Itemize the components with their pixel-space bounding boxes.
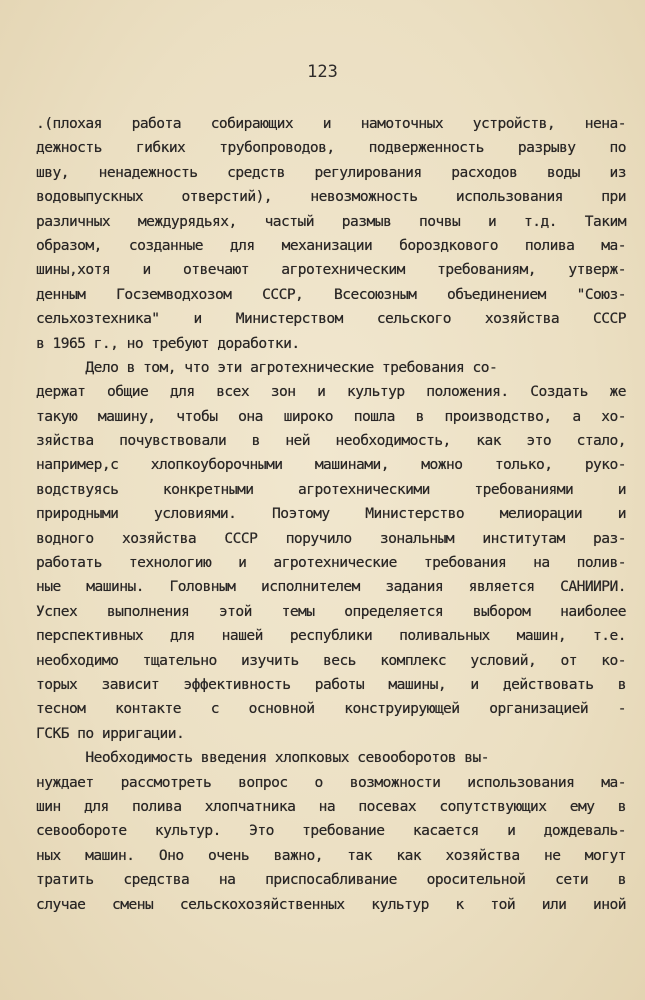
- text-line: севообороте культур. Это требование касается и дождеваль-: [36, 822, 626, 840]
- text-line: работать технологию и агротехнические требования на полив-: [36, 554, 626, 572]
- text-line: денным Госземводхозом СССР, Всесоюзным объединением "Союз-: [36, 285, 626, 303]
- text-line: водовыпускных отверстий), невозможность использования при: [36, 188, 626, 206]
- text-line: перспективных для нашей республики поливальных машин, т.е.: [36, 627, 626, 645]
- text-line: .(плохая работа собирающих и намоточных устройств, нена-: [36, 115, 626, 132]
- page-number: 123: [307, 62, 338, 82]
- text-line: необходимо тщательно изучить весь комплекс условий, от ко-: [36, 651, 626, 669]
- text-line: Необходимость введения хлопковых севооборотов вы-: [36, 749, 489, 767]
- text-line: например,с хлопкоуборочными машинами, можно только, руко-: [36, 456, 626, 474]
- text-line: нуждает рассмотреть вопрос о возможности использования ма-: [36, 773, 626, 791]
- text-line: тесном контакте с основной конструирующей организацией -: [36, 700, 626, 718]
- text-line: в 1965 г., но требуют доработки.: [36, 334, 300, 352]
- text-line: шву, ненадежность средств регулирования расходов воды из: [36, 163, 626, 181]
- text-line: дежность гибких трубопроводов, подверженность разрыву по: [36, 139, 626, 157]
- text-line: ных машин. Оно очень важно, так как хозяйства не могут: [36, 846, 626, 864]
- text-line: случае смены сельскохозяйственных культур к той или иной: [36, 895, 626, 913]
- text-line: тратить средства на приспосабливание оросительной сети в: [36, 871, 626, 889]
- text-line: ГСКБ по ирригации.: [36, 724, 185, 742]
- text-line: водствуясь конкретными агротехническими требованиями и: [36, 480, 626, 498]
- text-line: природными условиями. Поэтому Министерство мелиорации и: [36, 505, 626, 523]
- text-line: ные машины. Головным исполнителем задания является САНИИРИ.: [36, 578, 626, 596]
- text-line: образом, созданные для механизации бороздкового полива ма-: [36, 236, 626, 254]
- text-line: держат общие для всех зон и культур положения. Создать же: [36, 383, 626, 401]
- body-text: [36, 112, 626, 917]
- text-line: водного хозяйства СССР поручило зональным институтам раз-: [36, 529, 626, 547]
- text-line: Успех выполнения этой темы определяется выбором наиболее: [36, 602, 626, 620]
- text-line: зяйства почувствовали в ней необходимость, как это стало,: [36, 432, 626, 450]
- text-line: Дело в том, что эти агротехнические требования со-: [36, 358, 498, 376]
- text-line: шины,хотя и отвечают агротехническим требованиям, утверж-: [36, 261, 626, 279]
- text-line: сельхозтехника" и Министерством сельского хозяйства СССР: [36, 310, 626, 328]
- text-line: торых зависит эффективность работы машины, и действовать в: [36, 675, 626, 693]
- text-line: шин для полива хлопчатника на посевах сопутствующих ему в: [36, 797, 626, 815]
- text-line: такую машину, чтобы она широко пошла в производство, а хо-: [36, 407, 626, 425]
- text-line: различных междурядьях, частый размыв почвы и т.д. Таким: [36, 212, 626, 230]
